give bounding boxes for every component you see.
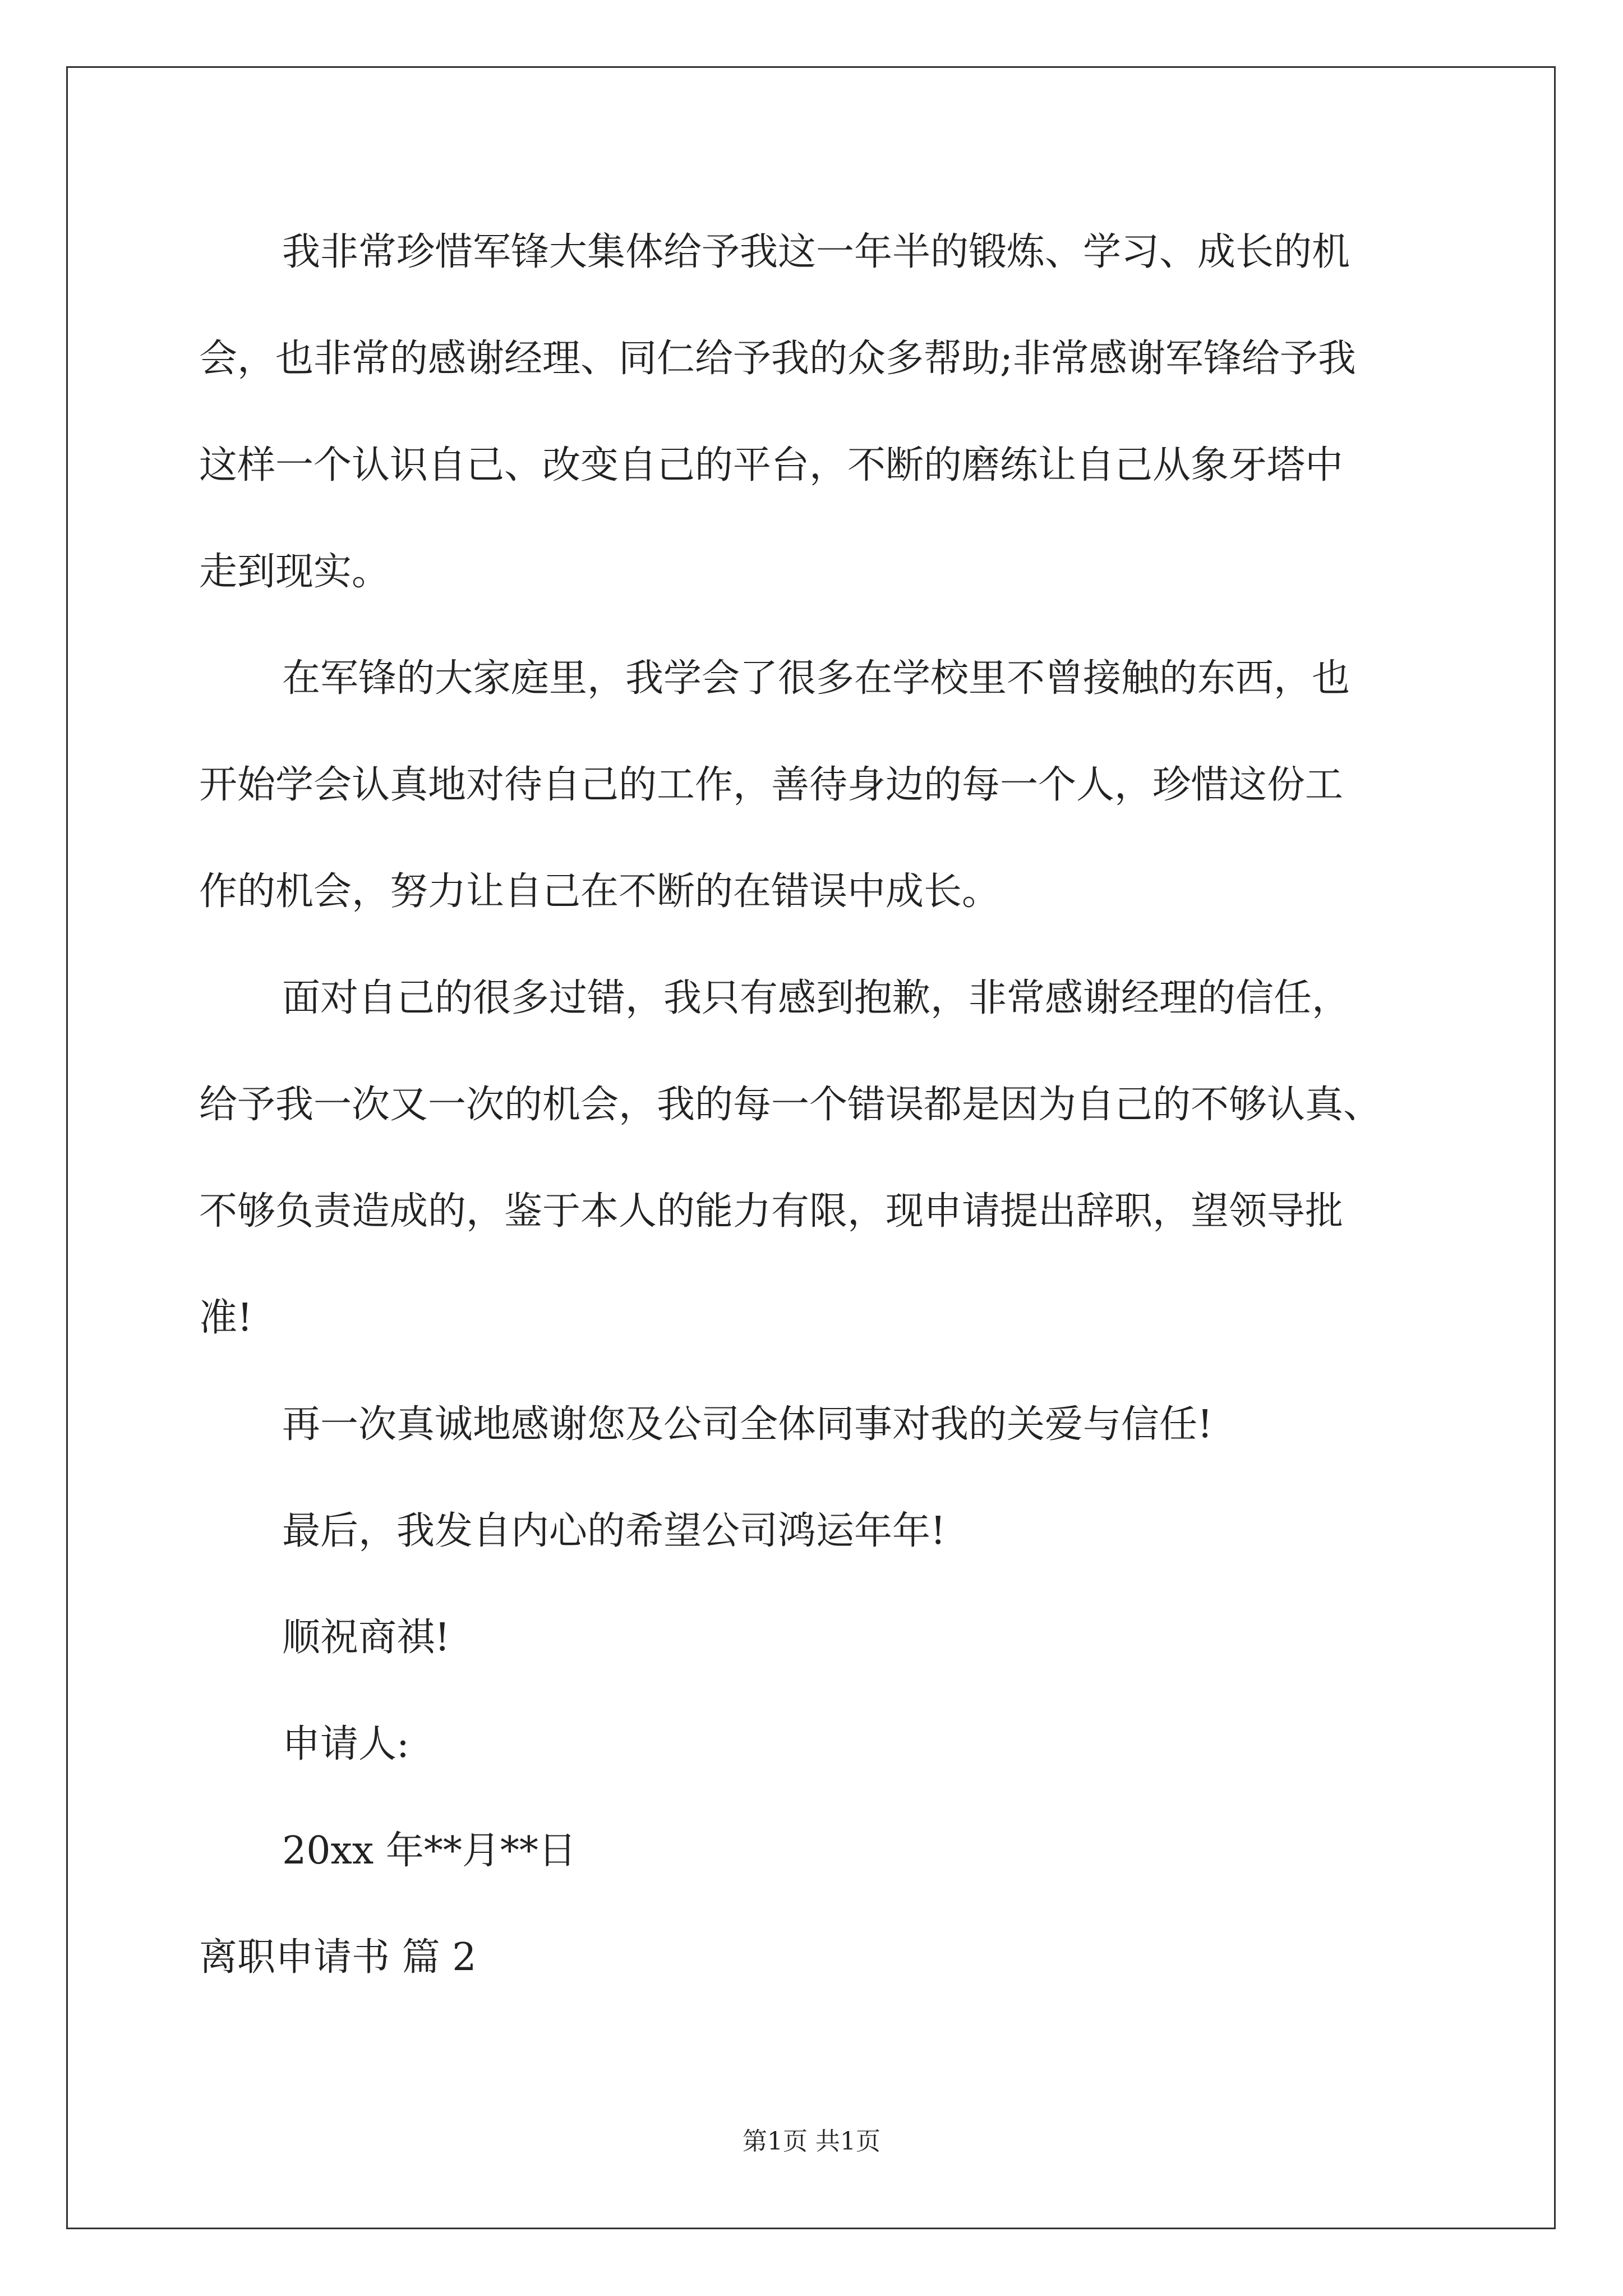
paragraph-3-line-1: 面对自己的很多过错，我只有感到抱歉，非常感谢经理的信任， xyxy=(282,976,1350,1020)
paragraph-2-line-2: 开始学会认真地对待自己的工作，善待身边的每一个人，珍惜这份工 xyxy=(199,763,1344,807)
applicant-label: 申请人: xyxy=(282,1722,409,1766)
page-footer: 第1页 共1页 xyxy=(743,2127,880,2156)
thanks-line: 再一次真诚地感谢您及公司全体同事对我的关爱与信任! xyxy=(282,1402,1213,1447)
page-border xyxy=(66,66,1556,2229)
paragraph-2-line-1: 在军锋的大家庭里，我学会了很多在学校里不曾接触的东西，也 xyxy=(282,656,1350,701)
paragraph-1-line-4: 走到现实。 xyxy=(199,550,390,594)
date-line: 20xx 年**月**日 xyxy=(282,1829,577,1873)
closing-line: 顺祝商祺! xyxy=(282,1616,450,1660)
paragraph-3-line-4: 准! xyxy=(199,1296,253,1340)
paragraph-2-line-3: 作的机会，努力让自己在不断的在错误中成长。 xyxy=(199,869,1000,914)
paragraph-3-line-3: 不够负责造成的，鉴于本人的能力有限，现申请提出辞职，望领导批 xyxy=(199,1189,1344,1234)
paragraph-3-line-2: 给予我一次又一次的机会，我的每一个错误都是因为自己的不够认真、 xyxy=(199,1083,1382,1127)
paragraph-1-line-3: 这样一个认识自己、改变自己的平台，不断的磨练让自己从象牙塔中 xyxy=(199,443,1344,487)
next-section-title: 离职申请书 篇 2 xyxy=(199,1935,477,1980)
paragraph-1-line-2: 会，也非常的感谢经理、同仁给予我的众多帮助;非常感谢军锋给予我 xyxy=(199,337,1356,381)
wish-line: 最后，我发自内心的希望公司鸿运年年! xyxy=(282,1509,946,1553)
paragraph-1-line-1: 我非常珍惜军锋大集体给予我这一年半的锻炼、学习、成长的机 xyxy=(282,230,1350,274)
